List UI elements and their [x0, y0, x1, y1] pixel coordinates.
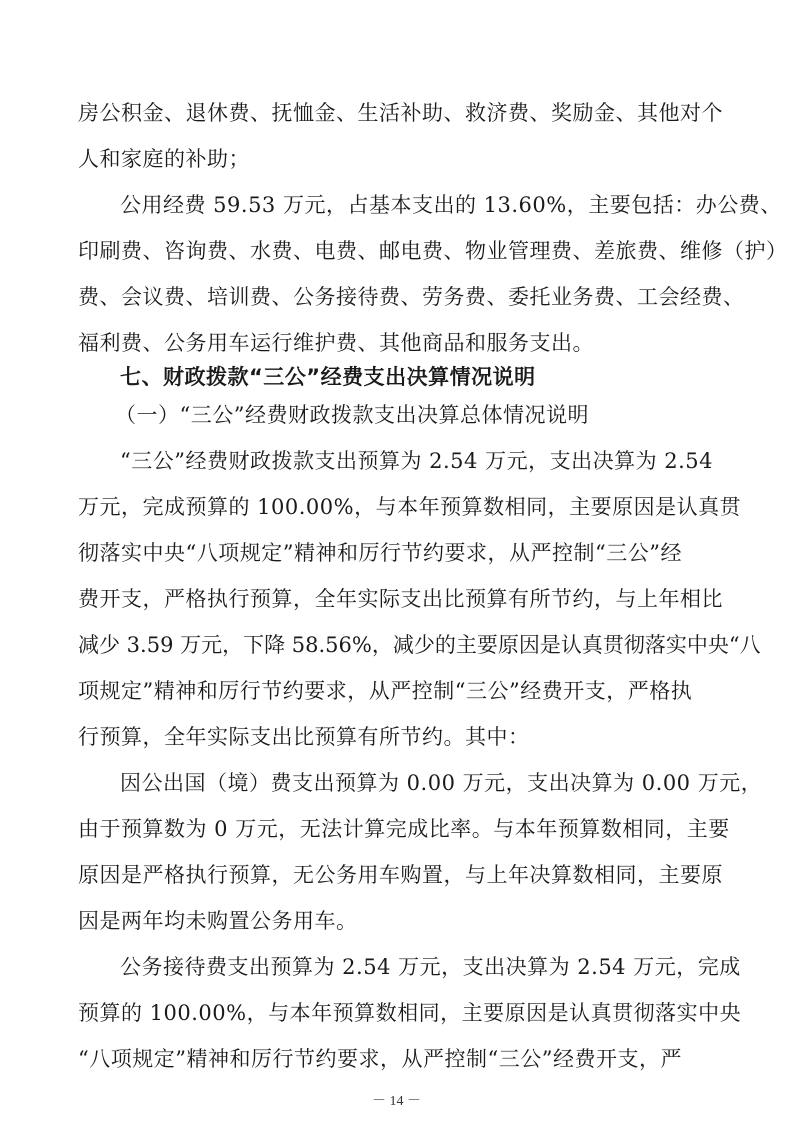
text-line: 减少 3.59 万元，下降 58.56%，减少的主要原因是认真贯彻落实中央“八 — [78, 633, 761, 657]
text-line: 预算的 100.00%，与本年预算数相同，主要原因是认真贯彻落实中央 — [78, 1001, 742, 1025]
text-line: 人和家庭的补助； — [78, 147, 250, 171]
paragraph-start: 因公出国（境）费支出预算为 0.00 万元，支出决算为 0.00 万元， — [120, 771, 763, 795]
paragraph-start: “三公”经费财政拨款支出预算为 2.54 万元，支出决算为 2.54 — [120, 449, 714, 473]
section-heading: 七、财政拨款“三公”经费支出决算情况说明 — [120, 365, 536, 389]
subsection-heading: （一）“三公”经费财政拨款支出决算总体情况说明 — [115, 403, 589, 427]
text-line: 费开支，严格执行预算，全年实际支出比预算有所节约，与上年相比 — [78, 587, 723, 611]
text-line: 项规定”精神和厉行节约要求，从严控制“三公”经费开支，严格执 — [78, 679, 693, 703]
text-line: 彻落实中央“八项规定”精神和厉行节约要求，从严控制“三公”经 — [78, 541, 682, 565]
text-line: 房公积金、退休费、抚恤金、生活补助、救济费、奖励金、其他对个 — [78, 101, 723, 125]
text-line: 由于预算数为 0 万元，无法计算完成比率。与本年预算数相同，主要 — [78, 817, 730, 841]
text-line: 原因是严格执行预算，无公务用车购置，与上年决算数相同，主要原 — [78, 863, 723, 887]
paragraph-start: 公务接待费支出预算为 2.54 万元，支出决算为 2.54 万元，完成 — [120, 955, 741, 979]
text-line: 因是两年均未购置公务用车。 — [78, 909, 358, 933]
text-line: 费、会议费、培训费、公务接待费、劳务费、委托业务费、工会经费、 — [78, 285, 745, 309]
paragraph-start: 公用经费 59.53 万元，占基本支出的 13.60%，主要包括：办公费、 — [120, 193, 782, 217]
text-line: 福利费、公务用车运行维护费、其他商品和服务支出。 — [78, 331, 594, 355]
text-line: 万元，完成预算的 100.00%，与本年预算数相同，主要原因是认真贯 — [78, 495, 742, 519]
text-line: “八项规定”精神和厉行节约要求，从严控制“三公”经费开支，严 — [78, 1047, 682, 1071]
page-number: － 14 － — [372, 1094, 421, 1109]
text-line: 印刷费、咨询费、水费、电费、邮电费、物业管理费、差旅费、维修（护） — [78, 239, 788, 263]
text-line: 行预算，全年实际支出比预算有所节约。其中： — [78, 725, 530, 749]
